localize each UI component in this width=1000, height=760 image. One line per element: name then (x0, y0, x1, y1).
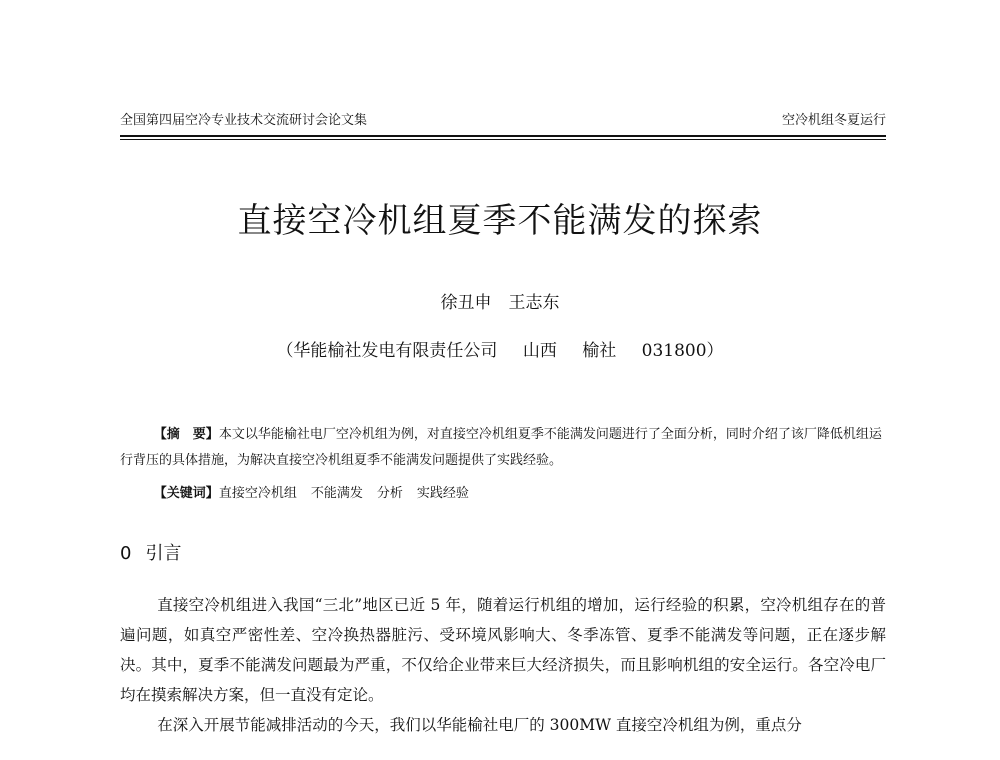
abstract-label: 【摘 要】 (153, 427, 219, 442)
paragraph: 在深入开展节能减排活动的今天，我们以华能榆社电厂的 300MW 直接空冷机组为例，重点分 (157, 716, 802, 734)
section-heading (120, 540, 181, 568)
paper-authors: 徐丑申 王志东 (440, 293, 560, 313)
affiliation-province: 山西 (522, 341, 557, 361)
keywords-label: 【关键词】 (153, 486, 219, 501)
keyword: 分析 (376, 486, 403, 501)
section-number: 0 (120, 543, 132, 564)
paragraph: 直接空冷机组进入我国“三北”地区已近 5 年，随着运行机组的增加，运行经验的积累，空冷机组存在的普遍问题，如真空严密性差、空冷换热器脏污、受环境风影响大、冬季冻管、夏季不能满发等问题，正在逐步解决。其中，夏季不能满发问题最为严重，不仅给企业带来巨大经济损失，而且影响机组的安全运行。各空冷电厂均在摸索解决方案，但一直没有定论。 (120, 596, 886, 704)
body-text (120, 590, 886, 740)
keyword: 不能满发 (310, 486, 363, 501)
running-header (120, 112, 886, 130)
header-rule-thick (120, 135, 886, 137)
author-affiliation (0, 338, 1000, 364)
keyword: 直接空冷机组 (218, 486, 297, 501)
abstract (120, 422, 886, 474)
affiliation-city: 榆社 (582, 341, 617, 361)
keyword: 实践经验 (416, 486, 469, 501)
keywords (120, 481, 886, 507)
header-journal-title: 全国第四届空冷专业技术交流研讨会论文集 (120, 113, 368, 128)
affiliation-company: （华能榆社发电有限责任公司 (276, 341, 498, 361)
abstract-text: 本文以华能榆社电厂空冷机组为例，对直接空冷机组夏季不能满发问题进行了全面分析，同时介绍了该厂降低机组运行背压的具体措施，为解决直接空冷机组夏季不能满发问题提供了实践经验。 (120, 427, 882, 468)
header-rule-thin (120, 139, 886, 140)
section-title: 引言 (145, 543, 182, 564)
affiliation-postcode: 031800） (641, 341, 724, 361)
header-section-title: 空冷机组冬夏运行 (781, 113, 886, 128)
paper-title: 直接空冷机组夏季不能满发的探索 (237, 201, 763, 241)
